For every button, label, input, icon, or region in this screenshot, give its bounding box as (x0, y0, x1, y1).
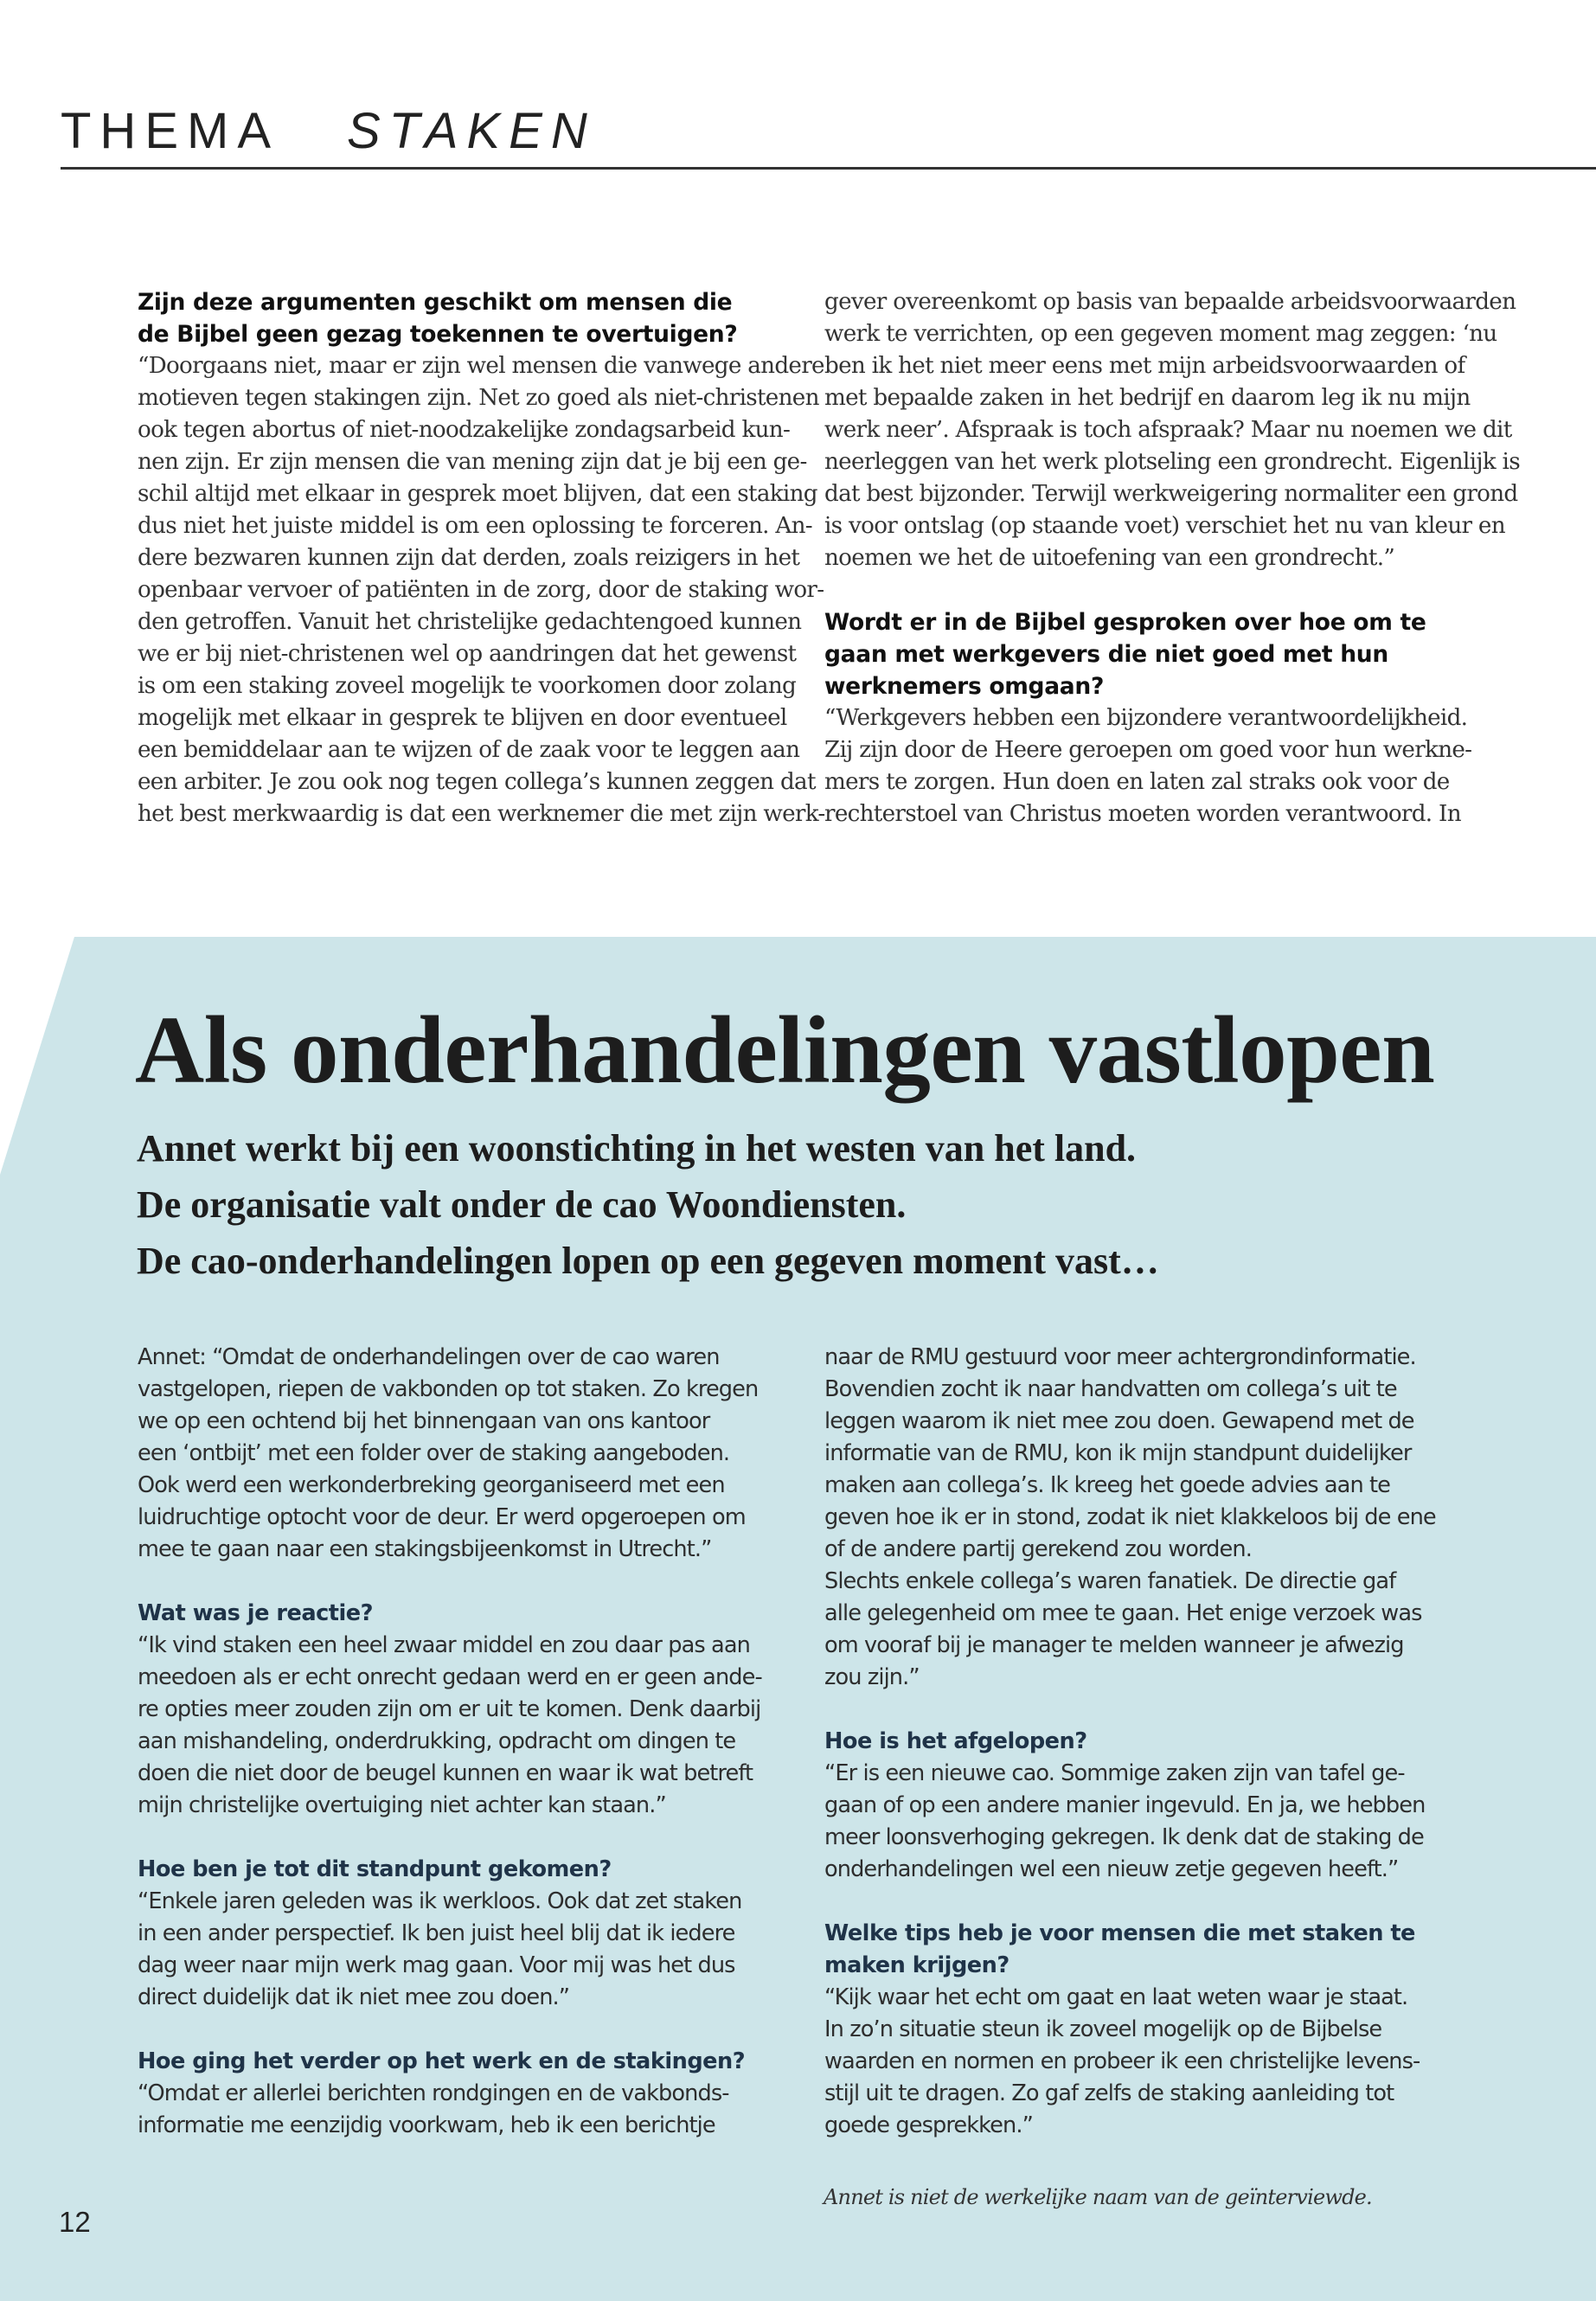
body-text (138, 350, 825, 830)
text-line: mogelijk met elkaar in gesprek te blijven en door eventueel (138, 705, 787, 731)
text-line: mee te gaan naar een stakingsbijeenkomst in Utrecht.” (138, 1536, 712, 1562)
interview-answer (138, 2078, 778, 2142)
text-line: rechterstoel van Christus moeten worden verantwoord. In (824, 801, 1461, 827)
intro-line: De cao-onderhandelingen lopen op een gegeven moment vast… (137, 1240, 1159, 1282)
text-line: re opties meer zouden zijn om er uit te komen. Denk daarbij (138, 1696, 761, 1722)
interview-answer (138, 1630, 778, 1822)
text-line: werk neer’. Afspraak is toch afspraak? Maar nu noemen we dit (824, 417, 1512, 443)
paragraph-gap (824, 1886, 1465, 1918)
body-text (824, 286, 1520, 574)
header-divider (61, 167, 1596, 170)
section-header (61, 102, 596, 160)
text-line: Zij zijn door de Heere geroepen om goed voor hun werkne- (824, 737, 1472, 763)
text-line: we er bij niet-christenen wel op aandringen dat het gewenst (138, 641, 797, 667)
interview-question: Welke tips heb je voor mensen die met staken te maken krijgen? (824, 1920, 1415, 1978)
text-line: “Kijk waar het echt om gaat en laat weten waar je staat. (824, 1984, 1408, 2010)
paragraph-gap (824, 574, 1458, 606)
text-line: den getroffen. Vanuit het christelijke gedachtengoed kunnen (138, 609, 802, 635)
text-line: is voor ontslag (op staande voet) verschiet het nu van kleur en (824, 513, 1505, 539)
text-line: motieven tegen stakingen zijn. Net zo goed als niet-christenen (138, 385, 819, 411)
topic-label: STAKEN (347, 103, 596, 159)
text-line: om vooraf bij je manager te melden wanneer je afwezig (824, 1632, 1404, 1658)
interview-column-left (138, 1342, 778, 2142)
question-heading: Zijn deze argumenten geschikt om mensen die de Bijbel geen gezag toekennen te overtuigen? (138, 289, 738, 348)
text-line: het best merkwaardig is dat een werknemer die met zijn werk- (138, 801, 825, 827)
paragraph-gap (138, 1822, 778, 1854)
text-line: neerleggen van het werk plotseling een grondrecht. Eigenlijk is (824, 449, 1520, 475)
page-number: 12 (59, 2206, 91, 2238)
text-line: Annet: “Omdat de onderhandelingen over de cao waren (138, 1344, 720, 1370)
text-line: Ook werd een werkonderbreking georganiseerd met een (138, 1472, 725, 1498)
question-heading: Wordt er in de Bijbel gesproken over hoe om te gaan met werkgevers die niet goed met hun werknemers omgaan? (824, 609, 1426, 700)
footnote: Annet is niet de werkelijke naam van de geïnterviewde. (824, 2185, 1372, 2209)
text-line: goede gesprekken.” (824, 2112, 1033, 2138)
text-line: stijl uit te dragen. Zo gaf zelfs de staking aanleiding tot (824, 2080, 1394, 2106)
text-line: informatie van de RMU, kon ik mijn standpunt duidelijker (824, 1440, 1412, 1466)
text-line: noemen we het de uitoefening van een grondrecht.” (824, 545, 1395, 571)
text-line: mers te zorgen. Hun doen en laten zal straks ook voor de (824, 769, 1450, 795)
text-line: ook tegen abortus of niet-noodzakelijke zondagsarbeid kun- (138, 417, 791, 443)
text-line: zou zijn.” (824, 1664, 920, 1690)
text-line: met bepaalde zaken in het bedrijf en daarom leg ik nu mijn (824, 385, 1471, 411)
text-line: of de andere partij gerekend zou worden. (824, 1536, 1252, 1562)
interview-question: Hoe ging het verder op het werk en de stakingen? (138, 2048, 746, 2074)
interview-question: Wat was je reactie? (138, 1600, 373, 1626)
text-line: mijn christelijke overtuiging niet achter kan staan.” (138, 1792, 666, 1818)
text-line: “Enkele jaren geleden was ik werkloos. Ook dat zet staken (138, 1888, 742, 1914)
text-line: een arbiter. Je zou ook nog tegen collega’s kunnen zeggen dat (138, 769, 816, 795)
text-line: gever overeenkomt op basis van bepaalde arbeidsvoorwaarden (824, 289, 1516, 315)
interview-answer (138, 1886, 778, 2014)
box-intro (137, 1120, 1521, 1289)
text-line: naar de RMU gestuurd voor meer achtergrondinformatie. (824, 1344, 1416, 1370)
paragraph-gap (138, 2014, 778, 2046)
intro-line: De organisatie valt onder de cao Woondiensten. (137, 1183, 907, 1226)
text-line: “Doorgaans niet, maar er zijn wel mensen die vanwege andere (138, 353, 824, 379)
interview-text (824, 1342, 1465, 1694)
text-line: dere bezwaren kunnen zijn dat derden, zoals reizigers in het (138, 545, 800, 571)
intro-line: Annet werkt bij een woonstichting in het westen van het land. (137, 1127, 1137, 1170)
text-line: Slechts enkele collega’s waren fanatiek. De directie gaf (824, 1568, 1396, 1594)
text-line: waarden en normen en probeer ik een christelijke levens- (824, 2048, 1420, 2074)
paragraph-gap (138, 1566, 778, 1598)
interview-column-right (824, 1342, 1465, 2142)
text-line: direct duidelijk dat ik niet mee zou doen.” (138, 1984, 570, 2010)
text-line: “Omdat er allerlei berichten rondgingen en de vakbonds- (138, 2080, 729, 2106)
text-line: onderhandelingen wel een nieuw zetje gegeven heeft.” (824, 1856, 1399, 1882)
interview-answer (824, 1982, 1465, 2142)
text-line: informatie me eenzijdig voorkwam, heb ik een berichtje (138, 2112, 715, 2138)
text-line: schil altijd met elkaar in gesprek moet blijven, dat een staking (138, 481, 817, 507)
text-line: meer loonsverhoging gekregen. Ik denk dat de staking de (824, 1824, 1424, 1850)
text-line: meedoen als er echt onrecht gedaan werd en er geen ande- (138, 1664, 762, 1690)
text-line: dat best bijzonder. Terwijl werkweigering normaliter een grond (824, 481, 1518, 507)
body-text (824, 702, 1472, 830)
text-line: een ‘ontbijt’ met een folder over de staking aangeboden. (138, 1440, 730, 1466)
text-line: maken aan collega’s. Ik kreeg het goede advies aan te (824, 1472, 1391, 1498)
text-line: ben ik het niet meer eens met mijn arbeidsvoorwaarden of (824, 353, 1465, 379)
text-line: “Werkgevers hebben een bijzondere verantwoordelijkheid. (824, 705, 1468, 731)
text-line: alle gelegenheid om mee te gaan. Het enige verzoek was (824, 1600, 1422, 1626)
text-line: nen zijn. Er zijn mensen die van mening zijn dat je bij een ge- (138, 449, 807, 475)
text-line: leggen waarom ik niet mee zou doen. Gewapend met de (824, 1408, 1414, 1434)
text-line: dus niet het juiste middel is om een oplossing te forceren. An- (138, 513, 812, 539)
text-line: “Er is een nieuwe cao. Sommige zaken zijn van tafel ge- (824, 1760, 1405, 1786)
text-line: in een ander perspectief. Ik ben juist heel blij dat ik iedere (138, 1920, 735, 1946)
box-title: Als onderhandelingen vastlopen (135, 997, 1435, 1104)
section-label: THEMA (61, 103, 279, 159)
text-line: gaan of op een andere manier ingevuld. En ja, we hebben (824, 1792, 1426, 1818)
interview-text (138, 1342, 778, 1566)
article-column-left (138, 286, 825, 830)
text-line: een bemiddelaar aan te wijzen of de zaak voor te leggen aan (138, 737, 800, 763)
paragraph-gap (824, 1694, 1465, 1726)
text-line: Bovendien zocht ik naar handvatten om collega’s uit te (824, 1376, 1397, 1402)
interview-question: Hoe is het afgelopen? (824, 1728, 1087, 1754)
text-line: doen die niet door de beugel kunnen en waar ik wat betreft (138, 1760, 753, 1786)
text-line: dag weer naar mijn werk mag gaan. Voor mij was het dus (138, 1952, 735, 1978)
interview-question: Hoe ben je tot dit standpunt gekomen? (138, 1856, 612, 1882)
text-line: In zo’n situatie steun ik zoveel mogelijk op de Bijbelse (824, 2016, 1382, 2042)
article-column-right (824, 286, 1520, 830)
text-line: werk te verrichten, op een gegeven moment mag zeggen: ‘nu (824, 321, 1497, 347)
text-line: openbaar vervoer of patiënten in de zorg, door de staking wor- (138, 577, 824, 603)
text-line: geven hoe ik er in stond, zodat ik niet klakkeloos bij de ene (824, 1504, 1436, 1530)
text-line: vastgelopen, riepen de vakbonden op tot staken. Zo kregen (138, 1376, 759, 1402)
text-line: we op een ochtend bij het binnengaan van ons kantoor (138, 1408, 710, 1434)
interview-answer (824, 1758, 1465, 1886)
text-line: aan mishandeling, onderdrukking, opdracht om dingen te (138, 1728, 736, 1754)
text-line: is om een staking zoveel mogelijk te voorkomen door zolang (138, 673, 797, 699)
text-line: luidruchtige optocht voor de deur. Er werd opgeroepen om (138, 1504, 746, 1530)
text-line: “Ik vind staken een heel zwaar middel en zou daar pas aan (138, 1632, 750, 1658)
